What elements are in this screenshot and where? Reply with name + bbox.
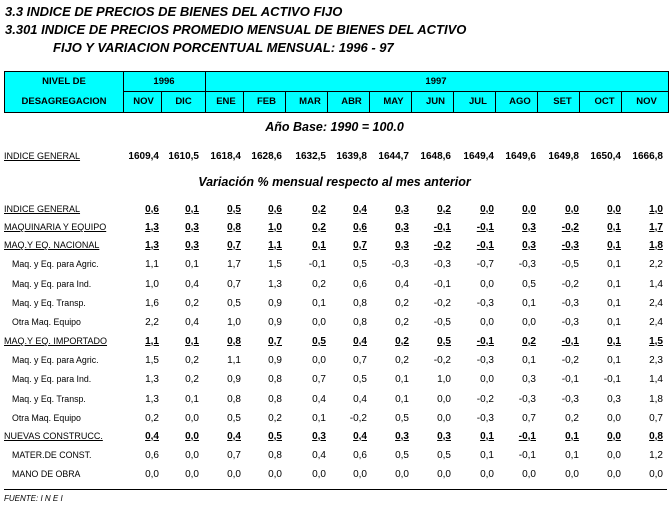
header-divider — [123, 72, 124, 112]
cell-value: 0,1 — [565, 431, 579, 442]
cell-value: 1609,4 — [128, 151, 159, 162]
header-divider — [579, 91, 580, 112]
cell-value: 0,4 — [312, 394, 326, 405]
cell-value: 0,2 — [395, 355, 409, 366]
cell-value: 0,6 — [268, 204, 282, 215]
cell-value: 0,2 — [395, 317, 409, 328]
title-line-2: 3.301 INDICE DE PRECIOS PROMEDIO MENSUAL DE BIENES DEL ACTIVO — [5, 22, 467, 37]
cell-value: 0,9 — [268, 355, 282, 366]
cell-value: 1,4 — [649, 374, 663, 385]
cell-value: 0,3 — [312, 431, 326, 442]
cell-value: 0,4 — [185, 317, 199, 328]
cell-value: -0,3 — [561, 317, 579, 328]
cell-value: -0,1 — [518, 450, 536, 461]
row-label: Maq. y Eq. Transp. — [12, 394, 86, 404]
cell-value: 0,0 — [480, 317, 494, 328]
cell-value: 0,6 — [145, 450, 159, 461]
cell-value: 0,2 — [185, 355, 199, 366]
cell-value: 0,0 — [607, 431, 621, 442]
cell-value: 0,1 — [395, 394, 409, 405]
cell-value: 0,2 — [565, 413, 579, 424]
header-divider — [161, 91, 162, 112]
cell-value: 0,4 — [353, 336, 367, 347]
cell-value: 1,3 — [145, 374, 159, 385]
cell-value: 1,7 — [227, 259, 241, 270]
header-month: ENE — [216, 96, 236, 107]
cell-value: 1644,7 — [378, 151, 409, 162]
cell-value: 0,7 — [649, 413, 663, 424]
row-label: Otra Maq. Equipo — [12, 317, 81, 327]
cell-value: 0,0 — [522, 204, 536, 215]
cell-value: -0,2 — [433, 240, 451, 251]
cell-value: 1649,8 — [548, 151, 579, 162]
cell-value: 1,8 — [649, 394, 663, 405]
cell-value: 0,5 — [268, 431, 282, 442]
header-divider — [327, 91, 328, 112]
cell-value: 0,2 — [437, 204, 451, 215]
cell-value: 0,3 — [607, 394, 621, 405]
footer-divider — [4, 489, 667, 490]
base-year-text: Año Base: 1990 = 100.0 — [265, 120, 404, 134]
cell-value: 0,4 — [353, 394, 367, 405]
row-label: Maq. y Eq. Transp. — [12, 298, 86, 308]
cell-value: -0,2 — [349, 413, 367, 424]
cell-value: 1,3 — [145, 240, 159, 251]
cell-value: 1648,6 — [420, 151, 451, 162]
cell-value: 0,7 — [522, 413, 536, 424]
cell-value: 0,5 — [437, 336, 451, 347]
header-divider — [205, 72, 206, 112]
title-line-1: 3.3 INDICE DE PRECIOS DE BIENES DEL ACTIVO FIJO — [5, 4, 343, 19]
cell-value: 0,3 — [395, 204, 409, 215]
cell-value: -0,7 — [476, 259, 494, 270]
cell-value: 1649,4 — [463, 151, 494, 162]
cell-value: 0,1 — [185, 336, 199, 347]
cell-value: 0,1 — [312, 240, 326, 251]
cell-value: -0,1 — [433, 222, 451, 233]
cell-value: 1,8 — [649, 240, 663, 251]
row-label: INDICE GENERAL — [4, 151, 81, 161]
header-divider — [243, 91, 244, 112]
cell-value: 0,1 — [607, 240, 621, 251]
cell-value: 0,3 — [395, 240, 409, 251]
cell-value: 0,0 — [268, 469, 282, 480]
cell-value: 0,0 — [437, 469, 451, 480]
cell-value: 0,1 — [522, 298, 536, 309]
cell-value: 0,5 — [395, 413, 409, 424]
cell-value: 0,7 — [353, 355, 367, 366]
cell-value: 0,8 — [353, 317, 367, 328]
cell-value: 1,0 — [268, 222, 282, 233]
cell-value: 0,1 — [522, 355, 536, 366]
table-row — [0, 220, 669, 236]
cell-value: 0,0 — [480, 374, 494, 385]
header-divider — [411, 91, 412, 112]
cell-value: 0,1 — [607, 336, 621, 347]
cell-value: 0,0 — [353, 469, 367, 480]
cell-value: 0,8 — [227, 336, 241, 347]
row-label: MATER.DE CONST. — [12, 450, 92, 460]
cell-value: -0,2 — [561, 222, 579, 233]
cell-value: 0,7 — [227, 450, 241, 461]
cell-value: 0,1 — [480, 431, 494, 442]
cell-value: 2,4 — [649, 298, 663, 309]
cell-value: -0,1 — [476, 222, 494, 233]
cell-value: -0,1 — [603, 374, 621, 385]
cell-value: 0,6 — [353, 279, 367, 290]
cell-value: 0,0 — [185, 431, 199, 442]
header-month: JUL — [469, 96, 487, 107]
cell-value: 1,1 — [145, 259, 159, 270]
cell-value: 0,3 — [185, 240, 199, 251]
cell-value: 0,8 — [227, 222, 241, 233]
cell-value: 0,2 — [522, 336, 536, 347]
cell-value: -0,2 — [476, 394, 494, 405]
cell-value: -0,3 — [561, 298, 579, 309]
cell-value: -0,3 — [476, 413, 494, 424]
cell-value: 1,7 — [649, 222, 663, 233]
cell-value: 1,4 — [649, 279, 663, 290]
cell-value: 0,2 — [395, 336, 409, 347]
cell-value: 1610,5 — [168, 151, 199, 162]
table-row — [0, 392, 669, 408]
cell-value: 0,0 — [607, 204, 621, 215]
row-label: Maq. y Eq. para Ind. — [12, 374, 92, 384]
cell-value: -0,3 — [561, 240, 579, 251]
header-month: NOV — [133, 96, 154, 107]
cell-value: 0,0 — [185, 413, 199, 424]
cell-value: 0,1 — [312, 298, 326, 309]
cell-value: 0,3 — [437, 431, 451, 442]
cell-value: 0,5 — [227, 413, 241, 424]
cell-value: 0,5 — [312, 336, 326, 347]
cell-value: 1618,4 — [210, 151, 241, 162]
source-note: FUENTE: I N E I — [4, 494, 63, 503]
cell-value: 0,4 — [185, 279, 199, 290]
cell-value: 0,9 — [227, 374, 241, 385]
cell-value: 1,1 — [268, 240, 282, 251]
cell-value: -0,2 — [561, 279, 579, 290]
cell-value: 0,1 — [607, 317, 621, 328]
cell-value: 0,2 — [395, 298, 409, 309]
cell-value: 1,3 — [145, 222, 159, 233]
cell-value: 0,0 — [565, 469, 579, 480]
cell-value: 0,1 — [480, 450, 494, 461]
cell-value: 2,4 — [649, 317, 663, 328]
cell-value: -0,3 — [433, 259, 451, 270]
cell-value: 0,5 — [227, 204, 241, 215]
cell-value: 1,0 — [227, 317, 241, 328]
cell-value: -0,2 — [433, 355, 451, 366]
cell-value: 0,3 — [185, 222, 199, 233]
cell-value: 0,4 — [395, 279, 409, 290]
table-row — [0, 296, 669, 312]
title-line-3: FIJO Y VARIACION PORCENTUAL MENSUAL: 1996 - 97 — [53, 40, 394, 55]
header-divider — [621, 91, 622, 112]
header-year-1996: 1996 — [153, 76, 175, 87]
cell-value: -0,1 — [476, 240, 494, 251]
cell-value: 0,0 — [607, 413, 621, 424]
cell-value: 0,6 — [353, 222, 367, 233]
cell-value: 0,2 — [312, 204, 326, 215]
cell-value: 0,0 — [607, 450, 621, 461]
cell-value: 0,2 — [185, 374, 199, 385]
cell-value: 0,7 — [227, 240, 241, 251]
header-month: ABR — [341, 96, 362, 107]
table-row — [0, 277, 669, 293]
header-month: JUN — [425, 96, 445, 107]
table-row — [0, 334, 669, 350]
table-row — [0, 257, 669, 273]
cell-value: 1,5 — [268, 259, 282, 270]
header-month: OCT — [594, 96, 615, 107]
cell-value: 0,0 — [395, 469, 409, 480]
header-month: SET — [553, 96, 572, 107]
cell-value: 0,1 — [607, 222, 621, 233]
cell-value: -0,3 — [561, 394, 579, 405]
cell-value: 0,2 — [312, 222, 326, 233]
header-divider — [453, 91, 454, 112]
cell-value: 0,7 — [227, 279, 241, 290]
cell-value: 0,1 — [607, 298, 621, 309]
table-row — [0, 411, 669, 427]
cell-value: 1,5 — [649, 336, 663, 347]
cell-value: 0,2 — [268, 413, 282, 424]
cell-value: 1,1 — [145, 336, 159, 347]
cell-value: -0,1 — [433, 279, 451, 290]
cell-value: 0,3 — [522, 240, 536, 251]
header-divider — [123, 91, 668, 92]
cell-value: 0,8 — [353, 298, 367, 309]
cell-value: -0,5 — [433, 317, 451, 328]
cell-value: 0,1 — [312, 413, 326, 424]
cell-value: 0,1 — [185, 259, 199, 270]
cell-value: 1632,5 — [295, 151, 326, 162]
cell-value: -0,5 — [561, 259, 579, 270]
cell-value: 0,8 — [227, 394, 241, 405]
cell-value: 0,7 — [312, 374, 326, 385]
cell-value: 1649,6 — [505, 151, 536, 162]
cell-value: 0,1 — [607, 355, 621, 366]
cell-value: 0,0 — [522, 469, 536, 480]
header-month: AGO — [509, 96, 531, 107]
cell-value: -0,2 — [561, 355, 579, 366]
header-desagregacion: DESAGREGACION — [21, 96, 107, 107]
header-divider — [537, 91, 538, 112]
table-row — [0, 467, 669, 483]
cell-value: -0,1 — [561, 374, 579, 385]
cell-value: 0,2 — [185, 298, 199, 309]
cell-value: 2,2 — [145, 317, 159, 328]
cell-value: 0,0 — [522, 317, 536, 328]
cell-value: 0,7 — [268, 336, 282, 347]
row-label: MAQ.Y EQ. NACIONAL — [4, 240, 100, 250]
cell-value: 0,6 — [353, 450, 367, 461]
header-month: FEB — [257, 96, 276, 107]
cell-value: 0,5 — [437, 450, 451, 461]
header-nivel: NIVEL DE — [42, 76, 86, 87]
cell-value: 0,4 — [353, 431, 367, 442]
cell-value: 0,0 — [312, 469, 326, 480]
cell-value: 0,1 — [565, 450, 579, 461]
cell-value: 0,9 — [268, 317, 282, 328]
cell-value: 1,0 — [437, 374, 451, 385]
cell-value: 1,0 — [145, 279, 159, 290]
table-row — [0, 202, 669, 218]
cell-value: 1650,4 — [590, 151, 621, 162]
cell-value: 0,3 — [522, 222, 536, 233]
table-row — [0, 353, 669, 369]
cell-value: 0,1 — [185, 394, 199, 405]
cell-value: 0,8 — [268, 394, 282, 405]
cell-value: 0,0 — [437, 413, 451, 424]
cell-value: -0,3 — [518, 259, 536, 270]
cell-value: 1639,8 — [336, 151, 367, 162]
cell-value: 0,0 — [480, 279, 494, 290]
table-row — [0, 149, 669, 165]
table-row — [0, 448, 669, 464]
row-label: MANO DE OBRA — [12, 469, 81, 479]
cell-value: 0,0 — [312, 355, 326, 366]
cell-value: 0,0 — [565, 204, 579, 215]
row-label: Maq. y Eq. para Agric. — [12, 259, 99, 269]
header-divider — [495, 91, 496, 112]
row-label: NUEVAS CONSTRUCC. — [4, 431, 103, 441]
cell-value: 0,0 — [480, 469, 494, 480]
cell-value: 1666,8 — [632, 151, 663, 162]
cell-value: -0,3 — [391, 259, 409, 270]
cell-value: 0,1 — [395, 374, 409, 385]
cell-value: 0,3 — [395, 431, 409, 442]
row-label: Otra Maq. Equipo — [12, 413, 81, 423]
cell-value: -0,3 — [476, 298, 494, 309]
cell-value: 1,5 — [145, 355, 159, 366]
cell-value: 1,6 — [145, 298, 159, 309]
header-month: DIC — [175, 96, 192, 107]
cell-value: -0,2 — [433, 298, 451, 309]
cell-value: 0,3 — [395, 222, 409, 233]
table-row — [0, 238, 669, 254]
header-divider — [285, 91, 286, 112]
table-row — [0, 315, 669, 331]
cell-value: 0,1 — [185, 204, 199, 215]
cell-value: 0,1 — [607, 259, 621, 270]
header-month: NOV — [636, 96, 657, 107]
cell-value: 0,0 — [312, 317, 326, 328]
cell-value: 0,5 — [395, 450, 409, 461]
cell-value: 0,9 — [268, 298, 282, 309]
cell-value: 0,0 — [185, 450, 199, 461]
table-row — [0, 372, 669, 388]
cell-value: 0,4 — [145, 431, 159, 442]
cell-value: 0,4 — [312, 450, 326, 461]
cell-value: 0,7 — [353, 240, 367, 251]
row-label: Maq. y Eq. para Agric. — [12, 355, 99, 365]
cell-value: 0,0 — [145, 469, 159, 480]
cell-value: 0,8 — [268, 450, 282, 461]
table-header — [4, 71, 669, 113]
cell-value: 1,2 — [649, 450, 663, 461]
cell-value: 0,5 — [227, 298, 241, 309]
row-label: MAQUINARIA Y EQUIPO — [4, 222, 107, 232]
cell-value: 2,3 — [649, 355, 663, 366]
cell-value: 0,8 — [649, 431, 663, 442]
cell-value: 0,0 — [227, 469, 241, 480]
cell-value: 0,2 — [312, 279, 326, 290]
cell-value: 0,0 — [607, 469, 621, 480]
row-label: Maq. y Eq. para Ind. — [12, 279, 92, 289]
cell-value: -0,1 — [476, 336, 494, 347]
cell-value: 0,2 — [145, 413, 159, 424]
cell-value: 2,2 — [649, 259, 663, 270]
cell-value: 1,0 — [649, 204, 663, 215]
cell-value: 0,3 — [522, 374, 536, 385]
cell-value: -0,1 — [308, 259, 326, 270]
cell-value: 0,5 — [353, 259, 367, 270]
cell-value: 0,5 — [353, 374, 367, 385]
cell-value: -0,3 — [476, 355, 494, 366]
cell-value: 0,4 — [353, 204, 367, 215]
cell-value: 0,0 — [649, 469, 663, 480]
cell-value: 0,8 — [268, 374, 282, 385]
row-label: INDICE GENERAL — [4, 204, 81, 214]
cell-value: 0,5 — [522, 279, 536, 290]
cell-value: 1,3 — [268, 279, 282, 290]
header-divider — [369, 91, 370, 112]
cell-value: 0,0 — [480, 204, 494, 215]
cell-value: 0,0 — [185, 469, 199, 480]
cell-value: 1,3 — [145, 394, 159, 405]
header-month: MAY — [383, 96, 404, 107]
cell-value: 0,4 — [227, 431, 241, 442]
cell-value: 0,6 — [145, 204, 159, 215]
cell-value: 1628,6 — [251, 151, 282, 162]
header-month: MAR — [299, 96, 321, 107]
row-label: MAQ.Y EQ. IMPORTADO — [4, 336, 108, 346]
cell-value: -0,1 — [518, 431, 536, 442]
variation-heading: Variación % mensual respecto al mes anterior — [198, 175, 471, 189]
header-year-1997: 1997 — [425, 76, 447, 87]
cell-value: -0,3 — [518, 394, 536, 405]
titles — [5, 3, 466, 57]
cell-value: -0,1 — [561, 336, 579, 347]
cell-value: 0,1 — [607, 279, 621, 290]
cell-value: 1,1 — [227, 355, 241, 366]
table-row — [0, 429, 669, 445]
cell-value: 0,0 — [437, 394, 451, 405]
